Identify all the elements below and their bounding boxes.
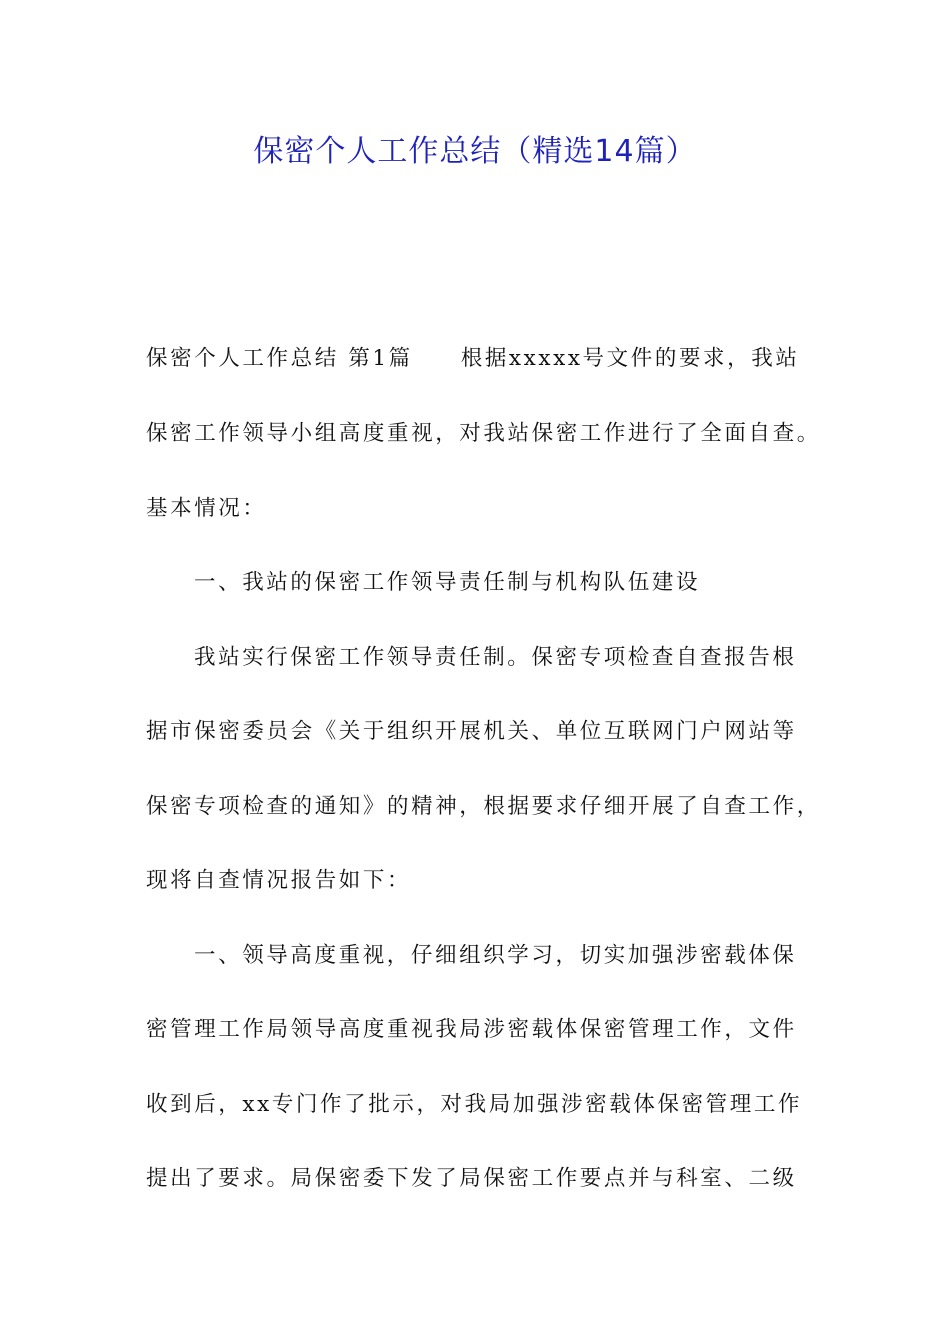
document-title: 保密个人工作总结（精选14篇） [253,134,697,169]
body-line-2: 保密工作领导小组高度重视，对我站保密工作进行了全面自查。 [146,421,821,446]
section-heading: 一、我站的保密工作领导责任制与机构队伍建设 [194,570,701,595]
body-line-8: 现将自查情况报告如下： [146,868,412,893]
body-line-5: 我站实行保密工作领导责任制。保密专项检查自查报告根 [194,645,797,670]
body-line-9: 一、领导高度重视，仔细组织学习，切实加强涉密载体保 [194,943,797,968]
body-line-12: 提出了要求。局保密委下发了局保密工作要点并与科室、二级 [146,1166,797,1191]
body-text: 根据xxxxx号文件的要求，我站 [460,346,800,371]
body-line-6: 据市保密委员会《关于组织开展机关、单位互联网门户网站等 [146,719,797,744]
body-line-11: 收到后，xx专门作了批示，对我局加强涉密载体保密管理工作 [146,1092,803,1117]
body-line-3: 基本情况： [146,496,267,521]
body-line-10: 密管理工作局领导高度重视我局涉密载体保密管理工作，文件 [146,1017,797,1042]
body-line-1 [146,344,799,374]
body-line-7: 保密专项检查的通知》的精神，根据要求仔细开展了自查工作， [146,794,821,819]
article-heading-label: 保密个人工作总结 第1篇 [146,346,413,371]
